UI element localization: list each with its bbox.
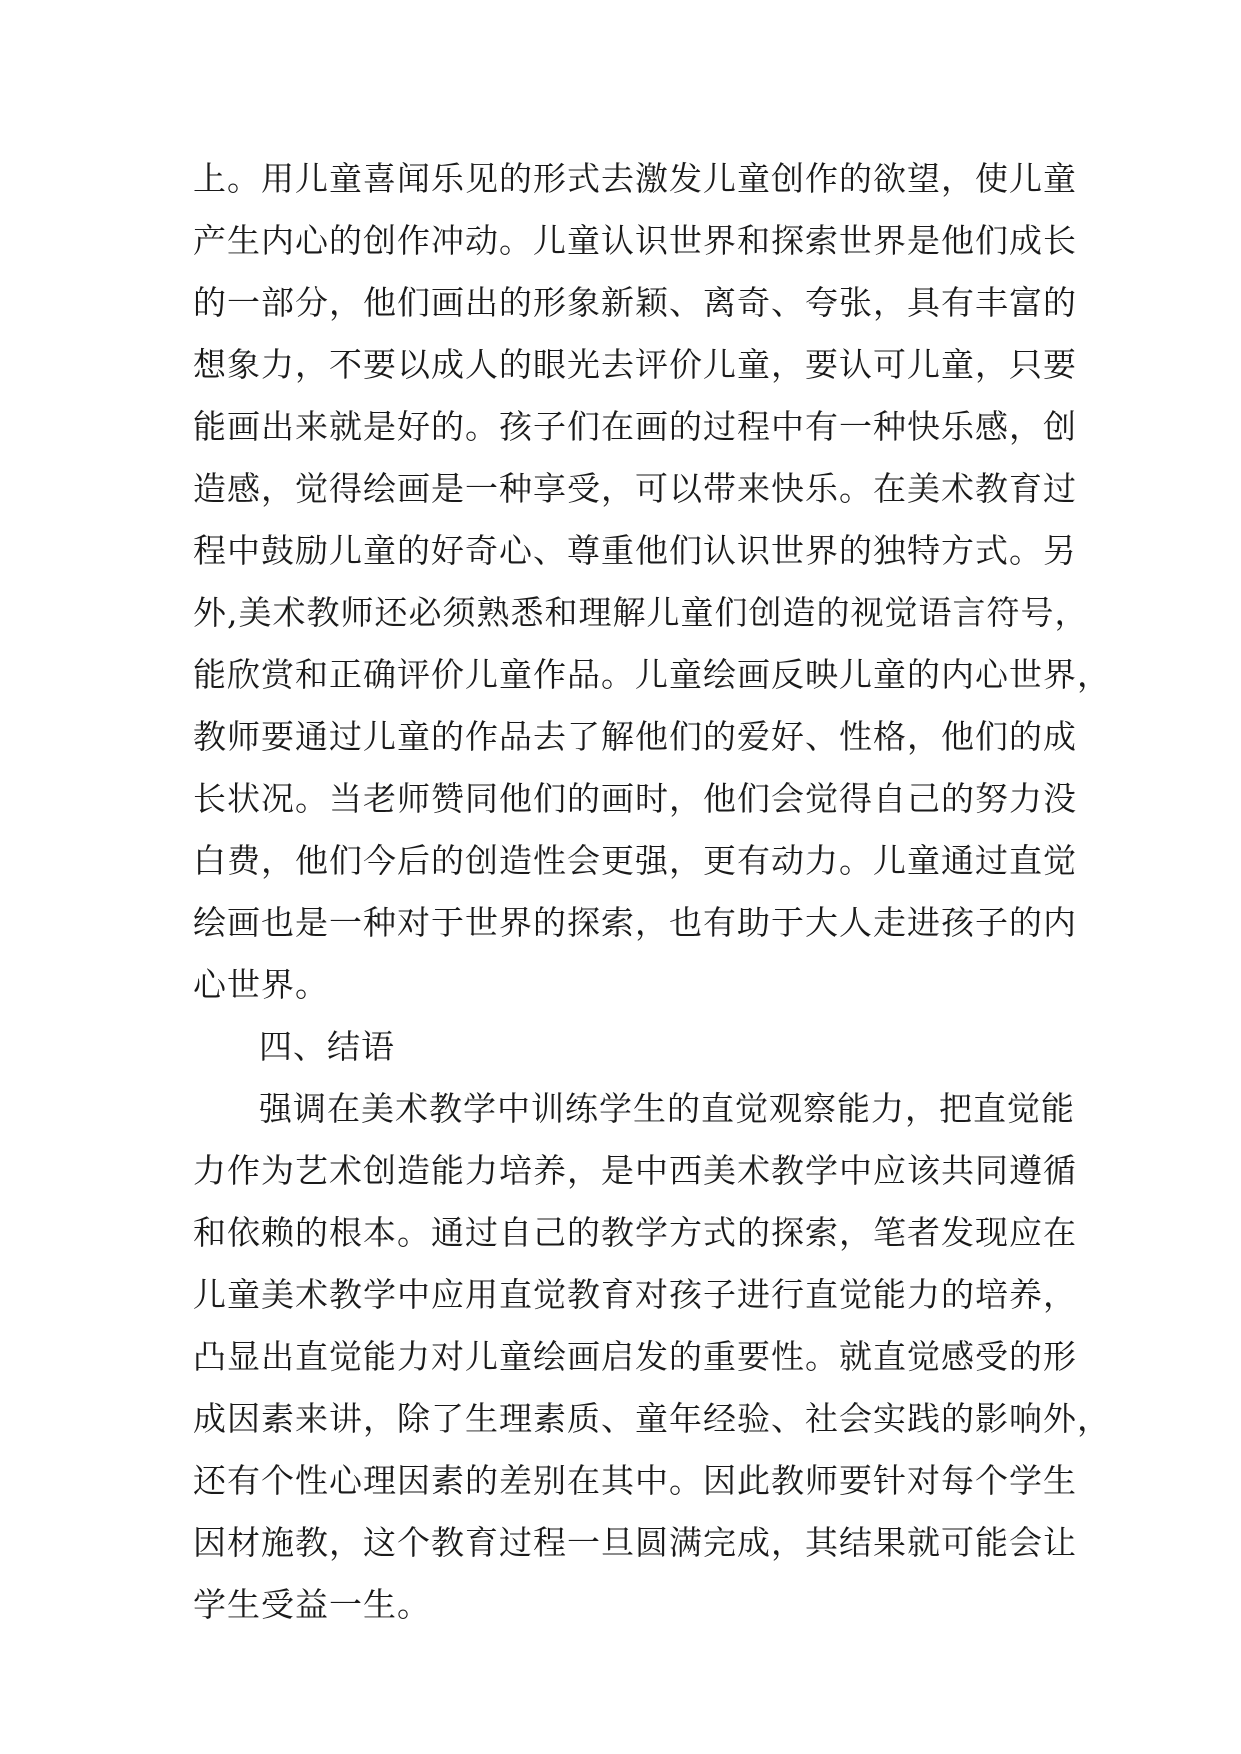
paragraph-2-line-1: 强调在美术教学中训练学生的直觉观察能力，把直觉能 (259, 1089, 1075, 1128)
paragraph-1-line-2: 产生内心的创作冲动。儿童认识世界和探索世界是他们成长 (193, 221, 1077, 260)
paragraph-2-line-9: 学生受益一生。 (193, 1585, 431, 1624)
paragraph-1-line-12: 白费，他们今后的创造性会更强，更有动力。儿童通过直觉 (193, 841, 1077, 880)
paragraph-2-line-4: 儿童美术教学中应用直觉教育对孩子进行直觉能力的培养， (193, 1275, 1077, 1314)
paragraph-1-line-3: 的一部分，他们画出的形象新颖、离奇、夸张，具有丰富的 (193, 283, 1077, 322)
paragraph-1-line-5: 能画出来就是好的。孩子们在画的过程中有一种快乐感，创 (193, 407, 1077, 446)
paragraph-1-line-8: 外,美术教师还必须熟悉和理解儿童们创造的视觉语言符号， (193, 593, 1089, 632)
section-heading: 四、结语 (259, 1027, 395, 1066)
paragraph-1-line-6: 造感，觉得绘画是一种享受，可以带来快乐。在美术教育过 (193, 469, 1077, 508)
paragraph-2-line-3: 和依赖的根本。通过自己的教学方式的探索，笔者发现应在 (193, 1213, 1077, 1252)
paragraph-2-line-6: 成因素来讲，除了生理素质、童年经验、社会实践的影响外， (193, 1399, 1111, 1438)
paragraph-1-line-7: 程中鼓励儿童的好奇心、尊重他们认识世界的独特方式。另 (193, 531, 1077, 570)
paragraph-1-line-14: 心世界。 (193, 965, 329, 1004)
paragraph-1-line-4: 想象力，不要以成人的眼光去评价儿童，要认可儿童，只要 (193, 345, 1077, 384)
paragraph-1-line-11: 长状况。当老师赞同他们的画时，他们会觉得自己的努力没 (193, 779, 1077, 818)
paragraph-2-line-2: 力作为艺术创造能力培养，是中西美术教学中应该共同遵循 (193, 1151, 1077, 1190)
paragraph-1-line-9: 能欣赏和正确评价儿童作品。儿童绘画反映儿童的内心世界， (193, 655, 1111, 694)
paragraph-2-line-7: 还有个性心理因素的差别在其中。因此教师要针对每个学生 (193, 1461, 1077, 1500)
paragraph-1-line-10: 教师要通过儿童的作品去了解他们的爱好、性格，他们的成 (193, 717, 1077, 756)
paragraph-1-line-1: 上。用儿童喜闻乐见的形式去激发儿童创作的欲望，使儿童 (193, 159, 1077, 198)
paragraph-2-line-5: 凸显出直觉能力对儿童绘画启发的重要性。就直觉感受的形 (193, 1337, 1077, 1376)
paragraph-2-line-8: 因材施教，这个教育过程一旦圆满完成，其结果就可能会让 (193, 1523, 1077, 1562)
paragraph-1-line-13: 绘画也是一种对于世界的探索，也有助于大人走进孩子的内 (193, 903, 1077, 942)
